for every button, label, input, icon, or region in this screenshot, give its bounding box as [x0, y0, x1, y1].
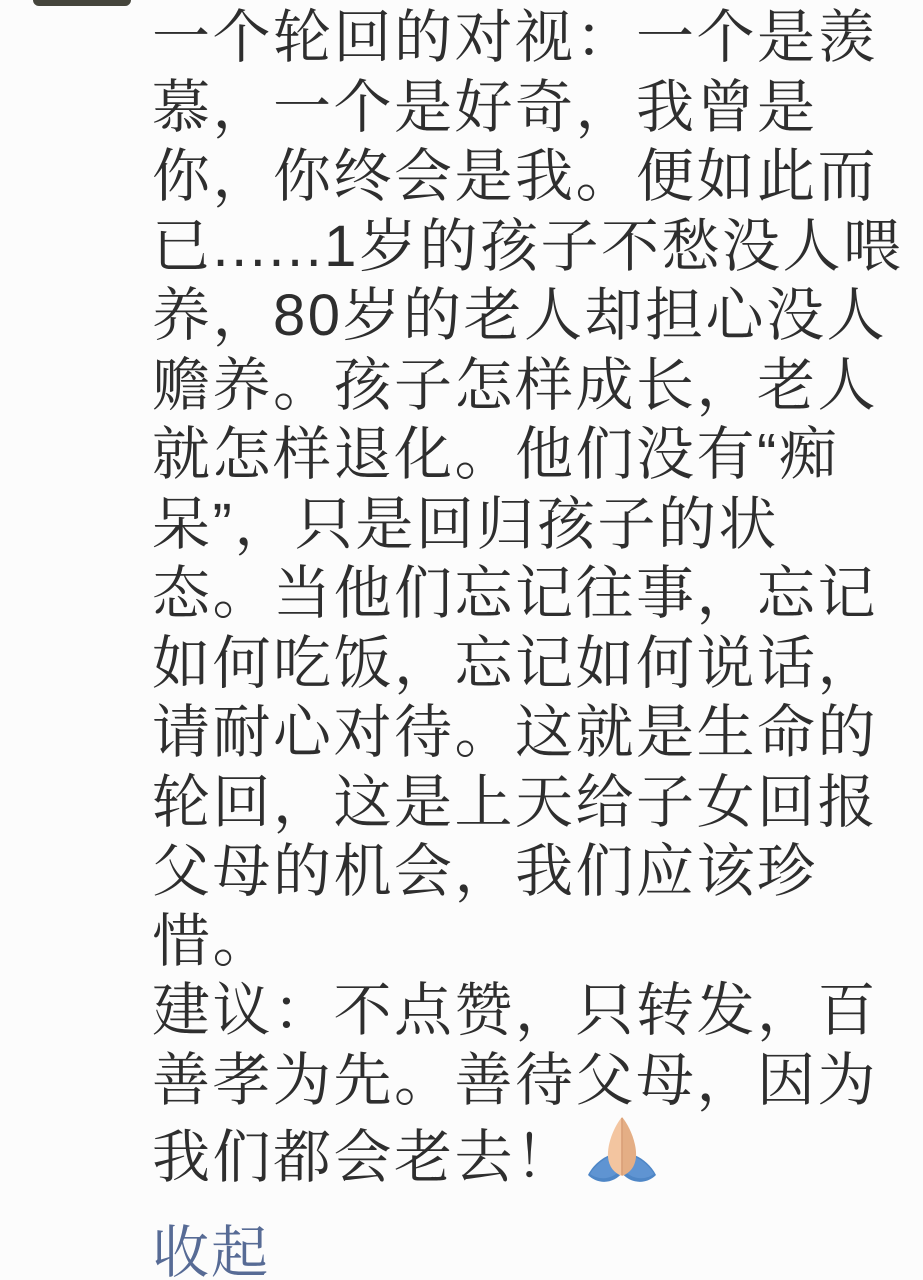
post-text-line: 惜。 — [152, 908, 274, 974]
post-text-line-last — [152, 1115, 912, 1190]
post-text-line: 父母的机会，我们应该珍 — [152, 839, 818, 904]
post-text-line: 建议：不点赞，只转发，百 — [152, 978, 879, 1043]
post-text-line: 我们都会老去！ — [152, 1125, 576, 1190]
post-content — [152, 3, 912, 1280]
post-text-line: 呆”，只是回归孩子的状 — [152, 491, 779, 557]
post-text-line: 就怎样退化。他们没有“痴 — [152, 422, 840, 487]
post-text — [152, 3, 912, 1190]
folded-hands-emoji — [586, 1115, 658, 1189]
post-text-line: 轮回，这是上天给子女回报 — [152, 769, 879, 835]
post-text-line: 慕，一个是好奇，我曾是 — [152, 74, 818, 140]
post-text-line: 你，你终会是我。便如此而 — [152, 144, 879, 209]
post-text-line: 请耐心对待。这就是生命的 — [152, 700, 879, 765]
post-text-line: 态。当他们忘记往事，忘记 — [152, 561, 879, 626]
post-text-line: 一个轮回的对视：一个是羡 — [152, 5, 879, 70]
post-text-line: 善孝为先。善待父母，因为 — [152, 1047, 879, 1113]
post-text-line: 已......1岁的孩子不愁没人喂 — [152, 213, 904, 279]
post-text-line: 养，80岁的老人却担心没人 — [152, 283, 888, 348]
post-text-line: 如何吃饭，忘记如何说话， — [152, 630, 879, 696]
collapse-link[interactable]: 收起 — [152, 1220, 270, 1280]
avatar[interactable] — [33, 0, 131, 6]
post-text-line: 赡养。孩子怎样成长，老人 — [152, 352, 879, 418]
